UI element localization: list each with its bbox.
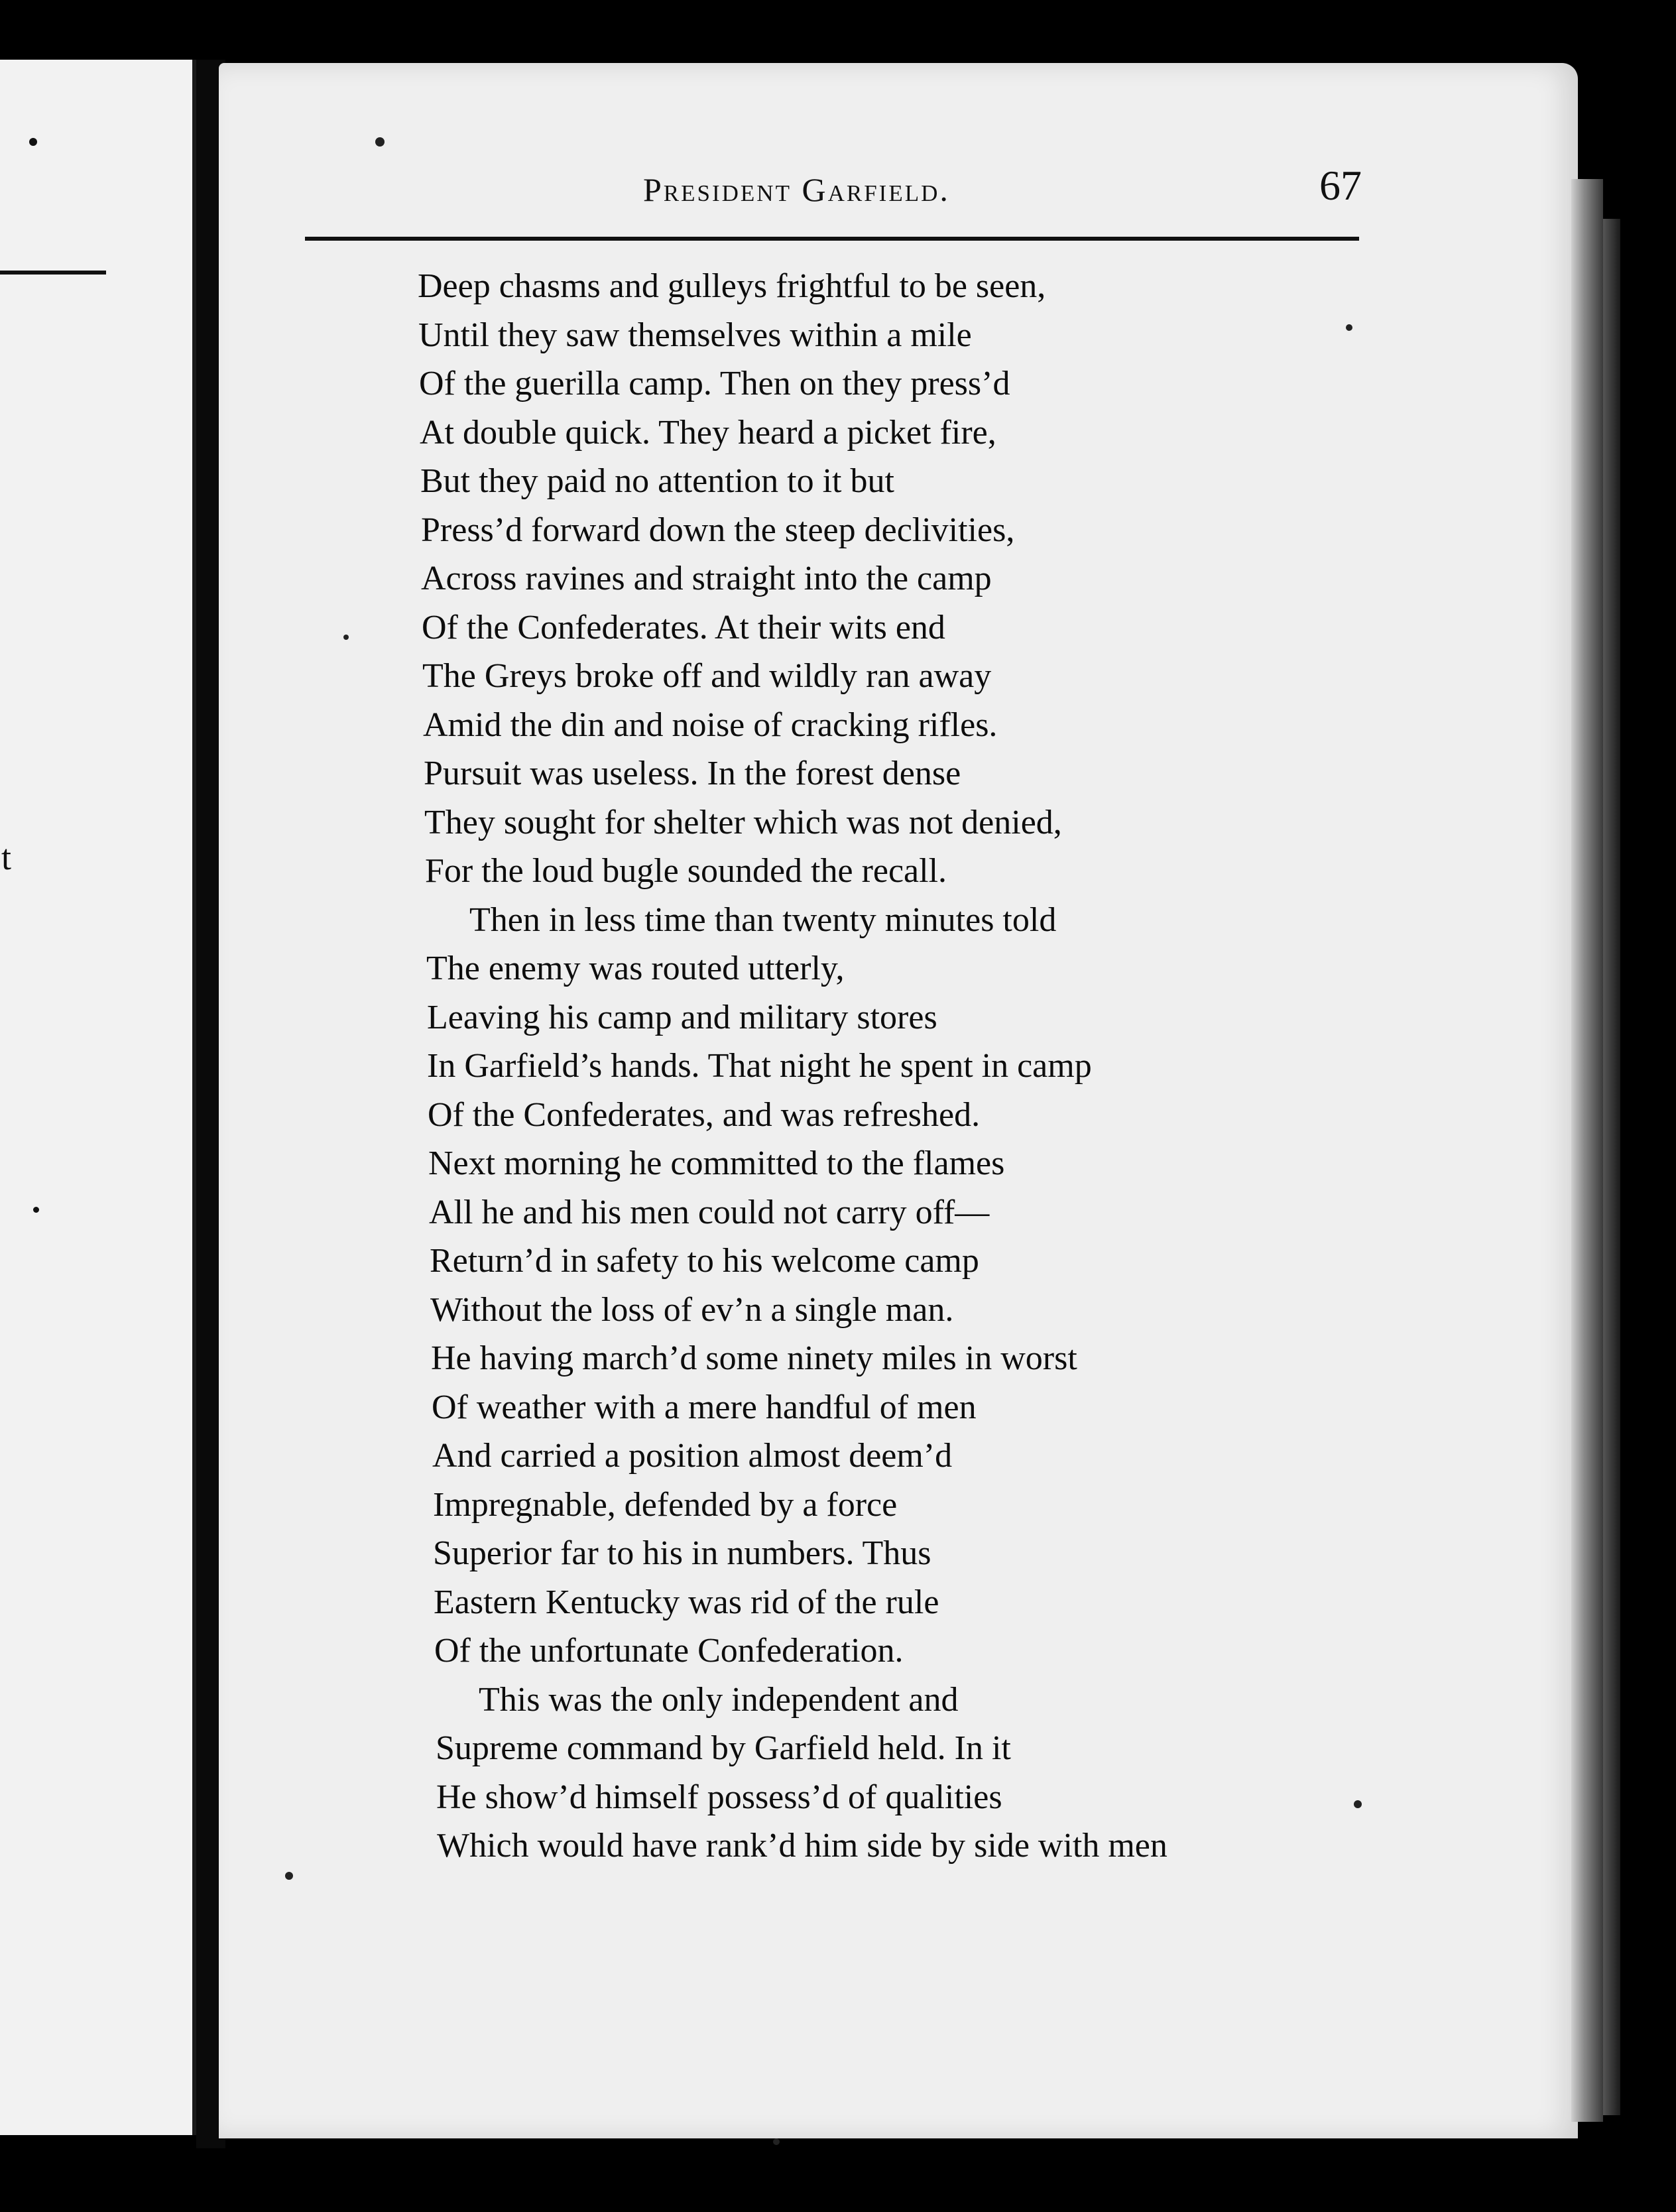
poem-line: He show’d himself possess’d of qualities [436,1778,1002,1816]
page-edge-shadow [1603,219,1620,2115]
poem-line: Until they saw themselves within a mile [418,316,972,354]
poem-line: Return’d in safety to his welcome camp [430,1242,979,1280]
page-edge-stack [1571,179,1603,2122]
poem-line: And carried a position almost deem’d [432,1437,953,1475]
poem-line: Across ravines and straight into the camp [421,560,992,597]
poem-line: Pursuit was useless. In the forest dense [424,755,961,792]
poem-line: He having march’d some ninety miles in worst [431,1339,1077,1377]
poem-line: Superior far to his in numbers. Thus [433,1534,931,1572]
poem-line: Of the guerilla camp. Then on they press’d [419,365,1010,402]
poem-line: Of the Confederates, and was refreshed. [428,1095,981,1134]
poem-line: Deep chasms and gulleys frightful to be seen, [418,267,1046,305]
previous-page [0,60,196,2135]
poem-line: In Garfield’s hands. That night he spent in camp [427,1047,1092,1085]
poem-line: Without the loss of ev’n a single man. [430,1290,954,1329]
previous-page-fragment: t [1,837,12,877]
poem-line: At double quick. They heard a picket fire, [420,413,996,452]
poem-line: Impregnable, defended by a force [433,1485,898,1524]
poem-line: Of the unfortunate Confederation. [434,1632,904,1670]
poem-line: Eastern Kentucky was rid of the rule [434,1583,939,1621]
ink-speck [29,138,37,146]
ink-speck [343,635,349,640]
running-head-title: President Garfield. [643,171,950,208]
ink-speck [1346,324,1352,331]
poem-line: Which would have rank’d him side by side with men [437,1827,1167,1865]
poem-line: Then in less time than twenty minutes told [469,900,1057,939]
ink-speck [285,1872,293,1880]
ink-speck [375,137,385,147]
poem-line: Leaving his camp and military stores [427,998,937,1036]
poem-line: Of weather with a mere handful of men [432,1388,977,1426]
poem-line: Supreme command by Garfield held. In it [436,1729,1011,1767]
ink-speck [773,2138,780,2145]
previous-page-rule [0,271,106,275]
poem-line: The Greys broke off and wildly ran away [422,657,992,695]
page-number: 67 [1319,162,1362,209]
poem-text [418,262,1585,1871]
poem-line: All he and his men could not carry off— [429,1193,990,1231]
book-page [219,63,1578,2138]
poem-line: Press’d forward down the steep declivities, [421,511,1015,549]
poem-line: Of the Confederates. At their wits end [422,608,945,646]
ink-speck [1354,1800,1362,1808]
poem-line: Next morning he committed to the flames [428,1144,1005,1182]
poem-line: For the loud bugle sounded the recall. [425,852,947,890]
poem-line: This was the only independent and [479,1680,959,1719]
header-rule [305,237,1359,241]
poem-line: They sought for shelter which was not denied, [424,803,1062,841]
poem-line: Amid the din and noise of cracking rifles. [423,706,998,744]
poem-line: The enemy was routed utterly, [426,950,845,987]
ink-speck [33,1207,39,1213]
poem-line: But they paid no attention to it but [420,462,894,500]
